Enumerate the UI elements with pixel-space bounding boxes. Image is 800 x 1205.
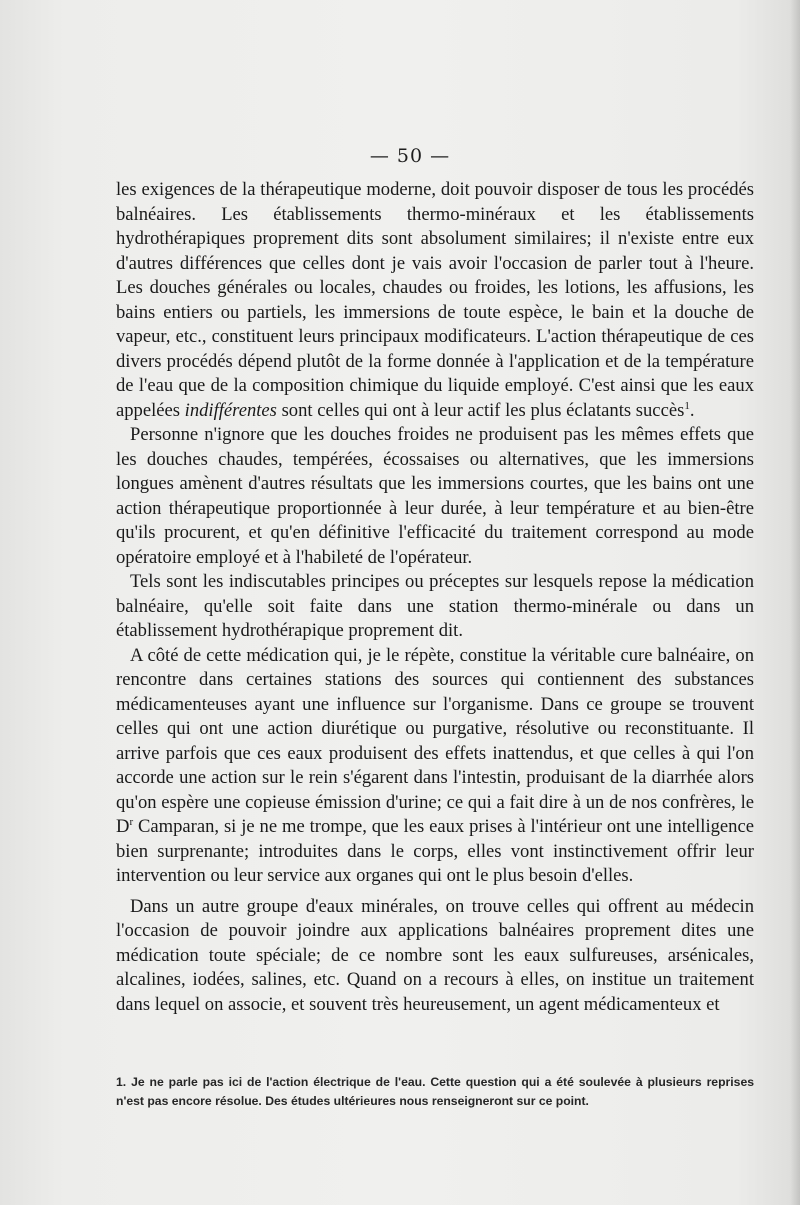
paragraph-4-text: A côté de cette médication qui, je le répète, constitue la véritable cure balnéaire, on rencontre dans certaines stations des sources qui contiennent des substances médicamenteuses ayant une influence sur l'organisme. Dans ce groupe se trouvent celles qui ont une action diurétique ou purgative, résolutive ou reconstituante. Il arrive parfois que ces eaux produisent des effets inattendus, et que celles à qui l'on accorde une action sur le rein s'égarent dans l'intestin, produisant de la diarrhée alors qu'on espère une copieuse émission d'urine; ce qui a fait dire à un de nos confrères, le D	[116, 644, 754, 837]
footnote	[116, 1073, 754, 1110]
footnote-reference: 1	[684, 399, 690, 412]
footnote-mark: 1.	[116, 1075, 127, 1089]
paragraph-2: Personne n'ignore que les douches froides ne produisent pas les mêmes effets que les douches chaudes, tempérées, écossaises ou alternatives, que les immersions longues amènent d'autres résultats que les immersions courtes, que les bains ont une action thérapeutique proportionnée à leur durée, à leur température et au bien-être qu'ils procurent, et qu'en définitive l'efficacité du traitement correspond au mode opératoire employé et à l'habileté de l'opérateur.	[116, 424, 754, 568]
paragraph-1	[116, 178, 754, 423]
paragraph-4-text-end: Camparan, si je ne me trompe, que les eaux prises à l'intérieur ont une intelligence bien surprenante; introduites dans le corps, elles vont instinctivement offrir leur intervention ou leur service aux organes qui ont le plus besoin d'elles.	[116, 816, 754, 886]
footnote-text: Je ne parle pas ici de l'action électrique de l'eau. Cette question qui a été soulevée à plusieurs reprises n'est pas encore résolue. Des études ultérieures nous renseigneront sur ce point.	[116, 1075, 754, 1108]
doctor-abbrev-superscript: r	[129, 815, 134, 828]
paragraph-3: Tels sont les indiscutables principes ou préceptes sur lesquels repose la médication balnéaire, qu'elle soit faite dans une station thermo-minérale ou dans un établissement hydrothérapique proprement dit.	[116, 571, 754, 641]
main-text	[116, 178, 754, 1017]
paragraph-1-text: les exigences de la thérapeutique moderne, doit pouvoir disposer de tous les procédés balnéaires. Les établissements thermo-minéraux et les établissements hydrothérapiques proprement dits sont absolument similaires; il n'existe entre eux d'autres différences que celles dont je vais avoir l'occasion de parler tout à l'heure. Les douches générales ou locales, chaudes ou froides, les lotions, les affusions, les bains entiers ou partiels, les immersions de toute espèce, le bain et la douche de vapeur, etc., constituent leurs principaux modificateurs. L'action thérapeutique de ces divers procédés dépend plutôt de la forme donnée à l'application et de la température de l'eau que de la composition chimique du liquide employé. C'est ainsi que les eaux appelées	[116, 179, 754, 421]
paragraph-1-text-end: sont celles qui ont à leur actif les plus éclatants succès	[276, 399, 685, 421]
paragraph-4	[116, 644, 754, 889]
page-number: — 50 —	[369, 145, 451, 167]
paragraph-5: Dans un autre groupe d'eaux minérales, on trouve celles qui offrent au médecin l'occasion de pouvoir joindre aux applications balnéaires proprement dites une médication toute spéciale; de ce nombre sont les eaux sulfureuses, arsénicales, alcalines, iodées, salines, etc. Quand on a recours à elles, on institue un traitement dans lequel on associe, et souvent très heureusement, un agent médicamenteux et	[116, 895, 754, 1015]
paragraph-1-period: .	[689, 399, 695, 421]
emphasis-indifferentes: indifférentes	[184, 399, 277, 421]
footnote-text-block	[116, 1073, 754, 1110]
